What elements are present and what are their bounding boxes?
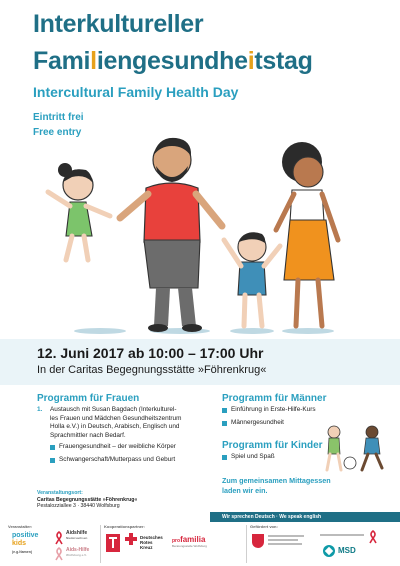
logo-line: Kreuz	[140, 545, 153, 550]
city-text-block	[320, 534, 364, 536]
footer-divider	[246, 525, 247, 563]
event-venue: In der Caritas Begegnungsstätte »Föhrenkrug«	[37, 364, 267, 376]
text-line: les Frauen und Mädchen Gesundheitszentrum	[50, 414, 182, 422]
aidshilfe-logo	[66, 531, 87, 541]
language-strip: Wir sprechen Deutsch · We speak english	[210, 512, 400, 522]
lunch-line: laden wir ein.	[222, 486, 268, 495]
title-part-highlight: i	[247, 47, 255, 75]
title-english: Intercultural Family Health Day	[33, 84, 239, 100]
logo-line: Aids-Hilfe	[66, 547, 90, 553]
aidshilfe-wolfsburg-logo	[66, 548, 89, 558]
entry-free-en: Free entry	[33, 127, 82, 138]
logo-line: Beratungsstelle Wolfsburg	[172, 544, 207, 548]
red-ribbon-icon	[54, 531, 64, 545]
heading-program-women: Programm für Frauen	[37, 393, 140, 404]
entry-free-de: Eintritt frei	[33, 112, 84, 123]
footer-divider	[100, 525, 101, 563]
red-ribbon-icon	[368, 530, 378, 544]
title-part: Fami	[33, 47, 91, 75]
partner-label: Kooperationspartner:	[104, 524, 145, 529]
venue-info	[37, 490, 137, 510]
mother-figure	[276, 142, 338, 326]
text-line: Sprachmittler nach Bedarf.	[50, 431, 126, 439]
men-bullet-1: Einführung in Erste-Hilfe-Kurs	[231, 406, 316, 413]
red-ribbon-icon	[54, 547, 64, 561]
venue-info-label: Veranstaltungsort:	[37, 490, 83, 496]
title-part: i	[96, 47, 104, 75]
heading-program-kids: Programm für Kinder	[222, 440, 323, 451]
title-part: engesundhe	[103, 47, 248, 75]
event-date-time: 12. Juni 2017 ab 10:00 – 17:00 Uhr	[37, 345, 264, 361]
title-part: tstag	[254, 47, 313, 75]
bullet-square	[50, 458, 55, 463]
logo-line: Niedersachsen	[66, 536, 88, 540]
profamilia-logo	[172, 535, 207, 548]
logo-line: kids	[12, 540, 27, 547]
kids-bullet-1: Spiel und Spaß	[231, 453, 275, 460]
logo-part: pro	[172, 538, 181, 544]
msd-icon	[322, 544, 336, 558]
organizer-label: Veranstalter:	[8, 524, 33, 529]
men-bullet-2: Männergesundheit	[231, 419, 284, 426]
women-item1	[50, 406, 181, 440]
lunch-line: Zum gemeinsamen Mittagessen	[222, 476, 331, 485]
text-line: Holla e.V.) in Deutsch, Arabisch, Englisch und	[50, 423, 180, 431]
ministry-text-block	[268, 535, 304, 537]
funding-label: Gefördert von:	[250, 524, 278, 529]
logo-line: (e.g.Namen)	[12, 550, 33, 554]
logo-line: Aidshilfe	[66, 530, 88, 536]
text-line: Austausch mit Susan Bagdach (Interkulturel-	[50, 406, 177, 413]
title-line-1: Interkultureller	[33, 10, 204, 38]
bullet-square	[50, 445, 55, 450]
logo-part: familia	[180, 535, 206, 544]
girl-figure	[48, 163, 110, 260]
bullet-square	[222, 455, 227, 460]
venue-info-line: Pestalozziallee 3 · 38440 Wolfsburg	[37, 503, 120, 510]
logo-line: Deutsches	[140, 535, 163, 540]
family-illustration	[40, 130, 360, 335]
boy-figure	[224, 232, 280, 326]
venue-info-line: Caritas Begegnungsstätte »Föhrenkrug«	[37, 496, 138, 503]
heading-program-men: Programm für Männer	[222, 393, 327, 404]
bullet-square	[222, 408, 227, 413]
ministry-text-block	[268, 539, 298, 541]
msd-logo: MSD	[338, 546, 356, 555]
red-cross-icon	[124, 532, 138, 546]
logo-line: Rotes	[140, 540, 153, 545]
women-bullet-2: Schwangerschaft/Mutterpass und Geburt	[59, 456, 176, 463]
title-line-2	[33, 47, 313, 76]
drk-logo	[140, 535, 163, 550]
father-figure	[120, 138, 222, 332]
logo-line: positive	[12, 532, 39, 539]
item-number: 1.	[37, 406, 43, 413]
footer-logos	[0, 522, 400, 566]
kids-playing-illustration	[318, 418, 388, 478]
caritas-logo	[106, 534, 120, 552]
ministry-text-block	[268, 543, 302, 545]
logo-line: Wolfsburg e.V.	[66, 553, 87, 557]
coat-of-arms-icon	[252, 534, 264, 548]
women-bullet-1: Frauengesundheit – der weibliche Körper	[59, 443, 176, 450]
title-part-highlight: l	[90, 47, 97, 75]
lunch-invitation	[222, 476, 362, 496]
bullet-square	[222, 421, 227, 426]
positive-kids-logo	[12, 532, 38, 556]
